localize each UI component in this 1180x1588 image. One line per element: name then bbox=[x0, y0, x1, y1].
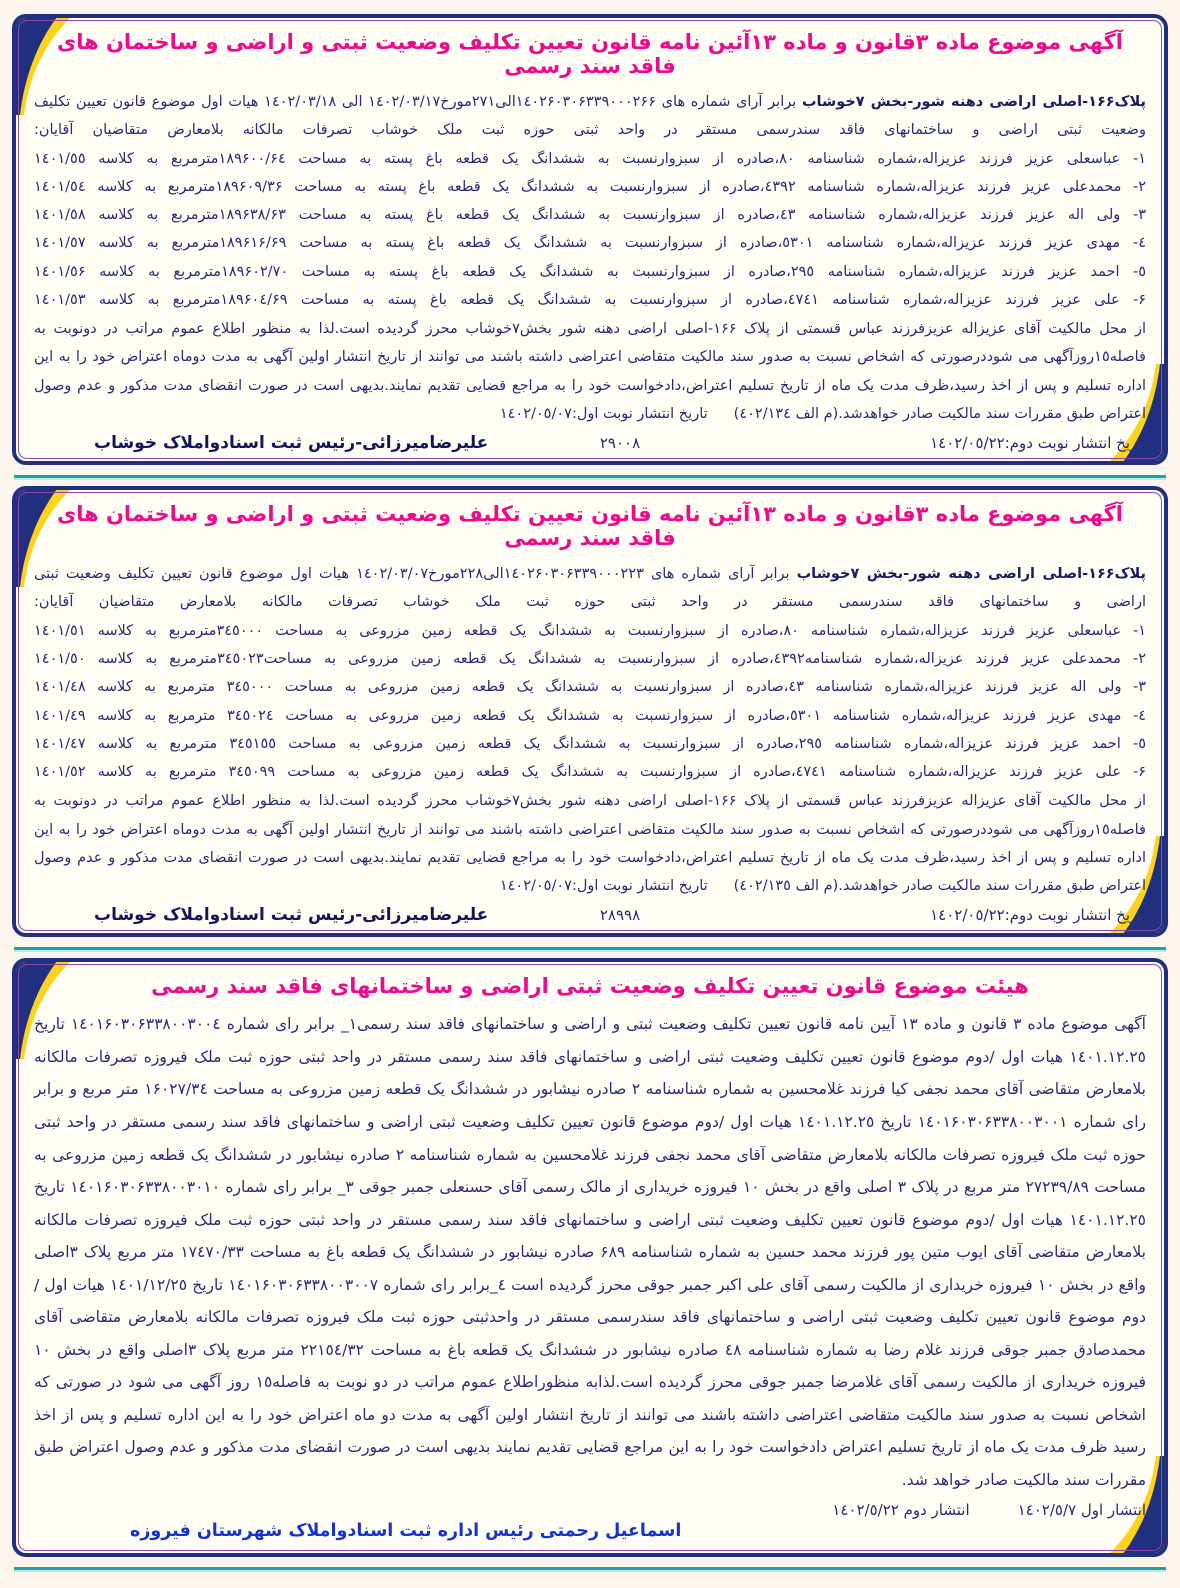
teal-divider bbox=[14, 1567, 1166, 1572]
publication-date-first: تاریخ انتشار نوبت اول:١٤٠٢/٠٥/٠٧ bbox=[499, 405, 708, 422]
notice-title: آگهی موضوع ماده ٣قانون و ماده ١٣آئین نامه قانون تعیین تکلیف وضعیت ثبتی و اراضی و ساختمان های فاقد سند رسمی bbox=[57, 502, 1123, 551]
registrar-signature: علیرضامیرزائی-رئیس ثبت اسنادواملاک خوشاب bbox=[93, 905, 489, 926]
publication-date-first: تاریخ انتشار نوبت اول:١٤٠٢/٠٥/٠٧ bbox=[499, 878, 708, 895]
publication-date-first: انتشار اول ١٤٠٢/٥/٧ bbox=[1017, 1500, 1146, 1519]
notice-box-2 bbox=[12, 486, 1168, 937]
list-item: ٣- ولی اله عزیز فرزند عزیزاله،شماره شناسنامه ٤٣،صادره از سبزوارنسبت به ششدانگ یک قطعه باغ پسته به مساحت ١٨٩۶٣٨/۶٣مترمربع به کلاسه ١٤٠١/٥٨ bbox=[34, 207, 1146, 224]
notice-footer bbox=[34, 433, 1146, 453]
list-item: ٥- احمد عزیز فرزند عزیزاله،شماره شناسنامه ٢٩٥،صادره از سبزوارنسبت به ششدانگ یک قطعه زمین مزروعی به مساحت ٣٤٥١٥٥ مترمربع به کلاسه ١٤٠١/٤٧ bbox=[34, 735, 1146, 752]
plot-number-bold: پلاک١۶۶-اصلی اراضی دهنه شور-بخش ٧خوشاب bbox=[801, 94, 1146, 110]
notice-box-1 bbox=[12, 14, 1168, 465]
list-item: ٥- احمد عزیز فرزند عزیزاله،شماره شناسنامه ٢٩٥،صادره از سبزوارنسبت به ششدانگ یک قطعه باغ پسته به مساحت ١٨٩۶٠٢/٧٠مترمربع به کلاسه ١٤٠١/٥۶ bbox=[34, 263, 1146, 280]
serial-number: ٢٨٩٩٨ bbox=[599, 906, 641, 925]
closing-paragraph: از محل مالکیت آقای عزیزاله عزیزفرزند عباس قسمتی از پلاک ١۶۶-اصلی اراضی دهنه شور بخش٧خوشاب محرز گردیده است.لذا به منظور اطلاع عموم مراتب در دونوبت به فاصله١٥روزآگهی می شوددرصورتی که اشخاص نسبت به صدور سند مالکیت متقاضی اعتراضی داشته باشند می توانند از تاریخ انتشار اولین آگهی به مدت دوماه اعتراض خود را به این اداره تسلیم و پس از اخذ رسید،ظرف مدت یک ماه از تاریخ تسلیم اعتراض،دادخواست خود را به مراجع قضایی تقدیم نمایند.بدیهی است در صورت انقضای مدت مذکور و عدم وصول اعتراض طبق مقررات سند مالکیت صادر خواهدشد.(م الف ٤٠٢/١٣٤)تاریخ انتشار نوبت اول:١٤٠٢/٠٥/٠٧ bbox=[34, 321, 1146, 422]
closing-paragraph: از محل مالکیت آقای عزیزاله عزیزفرزند عباس قسمتی از پلاک ١۶۶-اصلی اراضی دهنه شور بخش٧خوشاب محرز گردیده است.لذا به منظور اطلاع عموم مراتب در دونوبت به فاصله١٥روزآگهی می شوددرصورتی که اشخاص نسبت به صدور سند مالکیت متقاضی اعتراضی داشته باشند می توانند از تاریخ انتشار اولین آگهی به مدت دوماه اعتراض خود را به این اداره تسلیم و پس از اخذ رسید،ظرف مدت یک ماه از تاریخ تسلیم اعتراض،دادخواست خود را به مراجع قضایی تقدیم نمایند.بدیهی است در صورت انقضای مدت مذکور و عدم وصول اعتراض طبق مقررات سند مالکیت صادر خواهدشد.(م الف ٤٠٢/١٣٥)تاریخ انتشار نوبت اول:١٤٠٢/٠٥/٠٧ bbox=[34, 793, 1146, 895]
notice-title: هیئت موضوع قانون تعیین تکلیف وضعیت ثبتی اراضی و ساختمانهای فاقد سند رسمی bbox=[151, 974, 1029, 999]
notice-body: آگهی موضوع ماده ٣ قانون و ماده ١٣ آیین نامه قانون تعیین تکلیف وضعیت ثبتی و اراضی و ساختمانهای فاقد سند رسمی١_ برابر رای شماره ١٤٠١۶٠٣٠۶٣٣٨٠٠٣٠٠٤ تاریخ ١٤٠١.١٢.٢٥ هیات اول /دوم موضوع قانون تعیین تکلیف وضعیت ثبتی اراضی و ساختمانهای فاقد سند رسمی مستقر در واحد ثبتی حوزه ثبت ملک فیروزه تصرفات مالکانه بلامعارض متقاضی آقای محمد نجفی کیا فرزند غلامحسین به شماره شناسنامه ٢ صادره نیشابور در ششدانگ یک قطعه زمین مزروعی به مساحت ١۶٠٢٧/٣٤ متر مربع و برابر رای شماره ١٤٠١۶٠٣٠۶٣٣٨٠٠٣٠٠١ تاریخ ١٤٠١.١٢.٢٥ هیات اول /دوم موضوع قانون تعیین تکلیف وضعیت ثبتی اراضی و ساختمانهای فاقد سند رسمی مستقر در واحد ثبتی حوزه ثبت ملک فیروزه تصرفات مالکانه بلامعارض متقاضی آقای محمد نجفی فرزند غلامحسین به شماره شناسنامه ٢ صادره نیشابور در ششدانگ یک قطعه زمین مزروعی به مساحت ٢٧٢٣٩/٨٩ متر مربع در پلاک ٣ اصلی واقع در بخش ١٠ فیروزه خریداری از مالک رسمی آقای حسنعلی جمبر جوقی ٣_ برابر رای شماره ١٤٠١۶٠٣٠۶٣٣٨٠٠٣٠١٠ تاریخ ١٤٠١.١٢.٢٥ هیات اول /دوم موضوع قانون تعیین تکلیف وضعیت ثبتی اراضی و ساختمانهای فاقد سند رسمی مستقر در واحد ثبتی حوزه ثبت ملک فیروزه تصرفات مالکانه بلامعارض متقاضی آقای ایوب متین پور فرزند محمد حسین به شماره شناسنامه ۶٨٩ صادره نیشابور در ششدانگ یک قطعه باغ به مساحت ١٧٤٧٠/٣٣ متر مربع پلاک ٣اصلی واقع در بخش ١٠ فیروزه خریداری از مالکیت رسمی آقای علی اکبر جمبر جوقی محرز گردیده است ٤_برابر رای شماره ١٤٠١۶٠٣٠۶٣٣٨٠٠٣٠٠٧ تاریخ ١٤٠١/١٢/٢٥ هیات اول /دوم موضوع قانون تعیین تکلیف وضعیت ثبتی اراضی و ساختمانهای فاقد سندرسمی مستقر در واحدثبتی حوزه ثبت ملک فیروزه تصرفات مالکانه بلامعارض متقاضی آقای محمدصادق جمبر جوقی فرزند غلام رضا به شماره شناسنامه ٤٨ صادره نیشابور در ششدانگ یک قطعه باغ به مساحت ٢٢١٥٤/٣٢ متر مربع پلاک ٣اصلی واقع در بخش ١٠ فیروزه خریداری از مالکیت رسمی آقای غلامرضا جمبر جوقی محرز گردیده است.لذابه منظوراطلاع عموم مراتب در دو نوبت به فاصله١٥ روز آگهی می شود در صورتی که اشخاص نسبت به صدور سند مالکیت متقاضی اعتراضی داشته باشند می توانند از تاریخ انتشار اولین آگهی به مدت دو ماه اعتراض خود را به این اداره تسلیم و پس از اخذ رسید ظرف مدت یک ماه از تاریخ تسلیم اعتراض دادخواست خود را به این مراجع قضایی تقدیم نمایند بدیهی است در صورت انقضای مدت مذکور و عدم وصول اعتراض طبق مقررات سند مالکیت صادر خواهد شد. bbox=[34, 1015, 1147, 1490]
publication-date-second: تاریخ انتشار نوبت دوم:١٤٠٢/٠٥/٢٢ bbox=[930, 906, 1146, 925]
notice-intro: پلاک١۶۶-اصلی اراضی دهنه شور-بخش ٧خوشاب برابر آرای شماره های ١٤٠٢۶٠٣٠۶٣٣٩٠٠٠٢۶۶الی٢٧١مورخ١٤٠٢/٠٣/١٧ الی ١٤٠٢/٠٣/١٨ هیات اول موضوع قانون تعیین تکلیف وضعیت ثبتی اراضی و ساختمانهای فاقد سندرسمی مستقر در واحد ثبتی حوزه ثبت ملک خوشاب تصرفات مالکانه بلامعارض متقاضیان آقایان: bbox=[34, 94, 1146, 139]
registrar-signature: علیرضامیرزائی-رئیس ثبت اسنادواملاک خوشاب bbox=[93, 433, 489, 454]
list-item: ٤- مهدی عزیز فرزند عزیزاله،شماره شناسنامه ٥٣٠١،صادره از سبزوارنسبت به ششدانگ یک قطعه باغ پسته به مساحت ١٨٩۶١۶/۶٩مترمربع به کلاسه ١٤٠١/٥٧ bbox=[34, 235, 1146, 252]
publication-date-second: انتشار دوم ١٤٠٢/٥/٢٢ bbox=[832, 1500, 970, 1519]
teal-divider bbox=[14, 947, 1166, 952]
notice-box-3 bbox=[12, 958, 1168, 1556]
serial-number: ٢٩٠٠٨ bbox=[599, 434, 641, 453]
list-item: ۶- علی عزیز فرزند عزیزاله،شماره شناسنامه ٤٧٤١،صادره از سبزوارنسبت به ششدانگ یک قطعه زمین مزروعی به مساحت ٣٤٥٠٩٩ مترمربع به کلاسه ١٤٠١/٥٢ bbox=[34, 764, 1146, 781]
notice-footer bbox=[34, 905, 1146, 925]
registrar-signature: اسماعیل رحمتی رئیس اداره ثبت اسنادواملاک شهرستان فیروزه bbox=[130, 1520, 682, 1541]
publication-dates-row bbox=[34, 1501, 1146, 1519]
notice-title: آگهی موضوع ماده ٣قانون و ماده ١٣آئین نامه قانون تعیین تکلیف وضعیت ثبتی و اراضی و ساختمان های فاقد سند رسمی bbox=[57, 30, 1123, 78]
signature-row bbox=[34, 1521, 1146, 1541]
list-item: ٤- مهدی عزیز فرزند عزیزاله،شماره شناسنامه ٥٣٠١،صادره از سبزوارنسبت به ششدانگ یک قطعه زمین مزروعی به مساحت ٣٤٥٠٢٤ مترمربع به کلاسه ١٤٠١/٤٩ bbox=[34, 707, 1146, 724]
list-item: ١- عباسعلی عزیز فرزند عزیزاله،شماره شناسنامه ٨٠،صادره از سبزوارنسبت به ششدانگ یک قطعه زمین مزروعی به مساحت ٣٤٥٠٠٠مترمربع به کلاسه ١٤٠١/٥١ bbox=[34, 622, 1147, 639]
teal-divider bbox=[14, 475, 1166, 480]
list-item: ٢- محمدعلی عزیز فرزند عزیزاله،شماره شناسنامه ٤٣٩٢،صادره از سبزوارنسبت به ششدانگ یک قطعه باغ پسته به مساحت ١٨٩۶٠٩/٣۶مترمربع به کلاسه ١٤٠١/٥٤ bbox=[34, 178, 1146, 195]
list-item: ٣- ولی اله عزیز فرزند عزیزاله،شماره شناسنامه ٤٣،صادره از سبزوارنسبت به ششدانگ یک قطعه زمین مزروعی به مساحت ٣٤٥٠٠٠ مترمربع به کلاسه ١٤٠١/٤٨ bbox=[34, 679, 1146, 696]
plot-number-bold: پلاک١۶۶-اصلی اراضی دهنه شور-بخش ٧خوشاب bbox=[796, 566, 1146, 583]
list-item: ٢- محمدعلی عزیز فرزند عزیزاله،شماره شناسنامه٤٣٩٢،صادره از سبزوارنسبت به ششدانگ یک قطعه زمین مزروعی به مساحت٣٤٥٠٢٣مترمربع به کلاسه ١٤٠١/٥٠ bbox=[34, 650, 1146, 667]
publication-date-second: تاریخ انتشار نوبت دوم:١٤٠٢/٠٥/٢٢ bbox=[930, 434, 1146, 453]
notice-intro: پلاک١۶۶-اصلی اراضی دهنه شور-بخش ٧خوشاب برابر آرای شماره های ١٤٠٢۶٠٣٠۶٣٣٩٠٠٠٢٢٣الی٢٢٨مورخ١٤٠٢/٠٣/٠٧ هیات اول موضوع قانون تعیین تکلیف وضعیت ثبتی اراضی و ساختمانهای فاقد سندرسمی مستقر در واحد ثبتی حوزه ثبت ملک خوشاب تصرفات مالکانه بلامعارض متقاضیان آقایان: bbox=[34, 566, 1146, 611]
list-item: ١- عباسعلی عزیز فرزند عزیزاله،شماره شناسنامه ٨٠،صادره از سبزوارنسبت به ششدانگ یک قطعه باغ پسته به مساحت ١٨٩۶٠٠/۶٤مترمربع به کلاسه ١٤٠١/٥٥ bbox=[34, 150, 1146, 167]
list-item: ۶- علی عزیز فرزند عزیزاله،شماره شناسنامه ٤٧٤١،صادره از سبزوارنسبت به ششدانگ یک قطعه باغ پسته به مساحت ١٨٩۶٠٤/۶٩مترمربع به کلاسه ١٤٠١/٥٣ bbox=[34, 291, 1147, 308]
